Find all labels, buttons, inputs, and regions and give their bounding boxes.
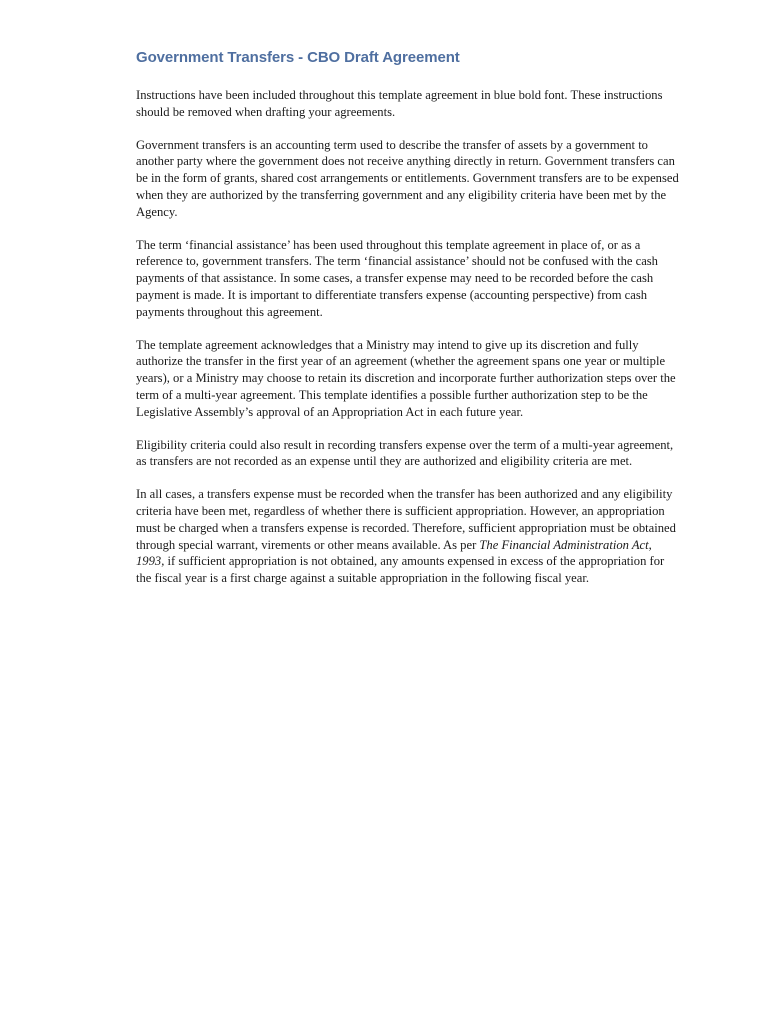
document-body [136, 47, 682, 603]
all-cases-text-start: In all cases, a transfers expense must be recorded when the transfer has been authorized and any eligibility criteria have been met, regardless of whether there is sufficient appropriation. However, an appropriation must be charged when a transfers expense is recorded. Therefore, sufficient appropriation must be obtained through special warrant, virements or other means available. As per [136, 487, 676, 552]
paragraph-eligibility-criteria: Eligibility criteria could also result in recording transfers expense over the term of a multi-year agreement, as transfers are not recorded as an expense until they are authorized and eligibility criteria are met. [136, 437, 674, 469]
financial-administration-act-reference: The Financial Administration Act, 1993, [136, 537, 652, 569]
paragraph-government-transfers: Government transfers is an accounting term used to describe the transfer of assets by a government to another party where the government does not receive anything directly in return. Government transfers can be in the form of grants, shared cost arrangements or entitlements. Government transfers are to be expensed when they are authorized by the transferring government and any eligibility criteria have been met by the Agency. [136, 137, 679, 219]
all-cases-text-end: if sufficient appropriation is not obtained, any amounts expensed in excess of the appropriation for the fiscal year is a first charge against a suitable appropriation in the following fiscal year. [136, 554, 665, 586]
paragraph-instructions: Instructions have been included throughout this template agreement in blue bold font. These instructions should be removed when drafting your agreements. [136, 88, 663, 119]
paragraph-template-agreement: The template agreement acknowledges that a Ministry may intend to give up its discretion and fully authorize the transfer in the first year of an agreement (whether the agreement spans one year or multiple years), or a Ministry may choose to retain its discretion and incorporate further authorization steps over the term of a multi-year agreement. This template identifies a possible further authorization step to be the Legislative Assembly’s approval of an Appropriation Act in each future year. [136, 337, 676, 419]
paragraph-financial-assistance: The term ‘financial assistance’ has been used throughout this template agreement in place of, or as a reference to, government transfers. The term ‘financial assistance’ should not be confused with the cash payments of that assistance. In some cases, a transfer expense may need to be recorded before the cash payment is made. It is important to differentiate transfers expense (accounting perspective) from cash payments throughout this agreement. [136, 237, 658, 319]
paragraph-all-cases [136, 486, 682, 587]
document-title: Government Transfers - CBO Draft Agreement [136, 49, 460, 66]
